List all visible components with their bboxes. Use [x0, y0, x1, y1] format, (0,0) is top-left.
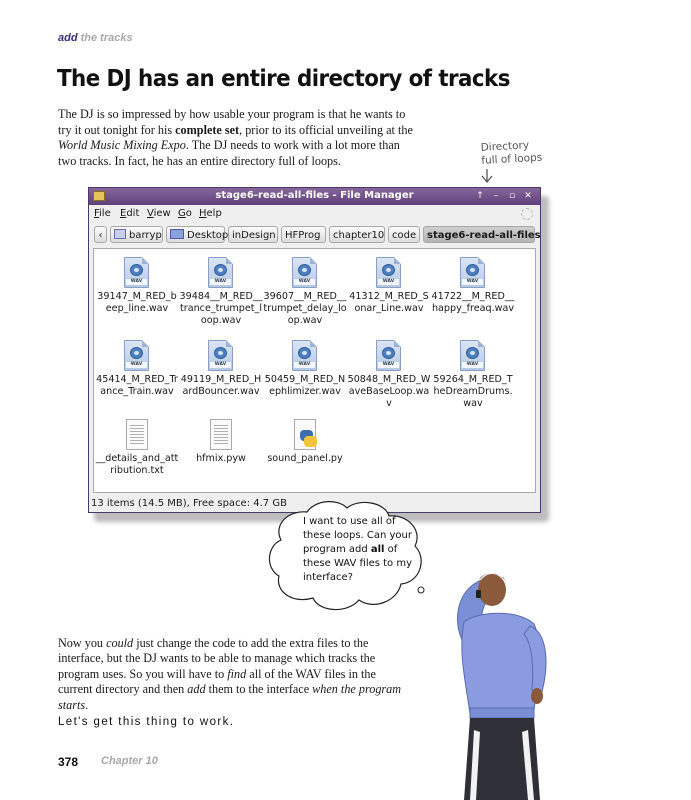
file-item[interactable]: [179, 419, 263, 465]
menu-view[interactable]: View: [147, 208, 171, 219]
file-name: 50848_M_RED_WaveBaseLoop.wav: [347, 374, 431, 409]
window-up-button[interactable]: ↑: [476, 191, 484, 201]
close-button[interactable]: ✕: [524, 191, 532, 201]
wav-file-icon: WAV: [206, 257, 236, 289]
breadcrumb-current-folder[interactable]: stage6-read-all-files: [423, 226, 535, 243]
intro-paragraph: The DJ is so impressed by how usable your program is that he wants to try it out tonight for his complete set, prior to its official unveiling at the World Music Mixing Expo. The DJ needs to work with a lot more than two tracks. In fact, he has an entire directory full of loops.: [58, 107, 413, 168]
file-item[interactable]: [179, 340, 263, 398]
desktop-icon: [170, 229, 184, 239]
file-name: 41312_M_RED_Sonar_Line.wav: [349, 291, 429, 314]
file-name: 39484__M_RED__trance_trumpet_loop.wav: [179, 291, 263, 326]
file-item[interactable]: [263, 340, 347, 398]
wav-file-icon: WAV: [374, 257, 404, 289]
wav-file-icon: WAV: [290, 257, 320, 289]
file-item[interactable]: [347, 340, 431, 410]
wav-file-icon: WAV: [122, 257, 152, 289]
file-name: 50459_M_RED_Nephlimizer.wav: [264, 374, 346, 397]
wav-file-icon: WAV: [206, 340, 236, 372]
file-name: 41722__M_RED__happy_freaq.wav: [431, 291, 515, 314]
title-bar[interactable]: [89, 188, 540, 205]
status-bar: 13 items (14.5 MB), Free space: 4.7 GB: [91, 498, 287, 509]
file-manager-window: [88, 187, 541, 513]
wav-file-icon: WAV: [290, 340, 320, 372]
file-name: 45414_M_RED_Trance_Train.wav: [96, 374, 178, 397]
maximize-button[interactable]: ▫: [508, 191, 516, 201]
file-item[interactable]: [95, 340, 179, 398]
breadcrumb-barryp[interactable]: barryp: [110, 226, 163, 243]
activity-spinner-icon: [521, 208, 533, 220]
page-title: The DJ has an entire directory of tracks: [57, 66, 510, 92]
file-name: 59264_M_RED_TheDreamDrums.wav: [433, 374, 513, 409]
running-head-subtopic: the tracks: [77, 32, 133, 44]
page-number: 378: [58, 755, 79, 769]
breadcrumb-chapter10[interactable]: chapter10: [329, 226, 385, 243]
file-item[interactable]: [347, 257, 431, 315]
breadcrumb: [89, 224, 540, 246]
breadcrumb-back-button[interactable]: ‹: [94, 226, 107, 243]
file-item[interactable]: [95, 419, 179, 477]
wav-file-icon: WAV: [458, 340, 488, 372]
file-item[interactable]: [263, 257, 347, 327]
file-view: [93, 248, 536, 493]
wav-file-icon: WAV: [374, 340, 404, 372]
file-item[interactable]: [431, 340, 515, 410]
file-name: hfmix.pyw: [196, 453, 246, 464]
home-folder-icon: [114, 229, 126, 239]
menu-bar: [89, 205, 540, 223]
wav-file-icon: WAV: [458, 257, 488, 289]
text-file-icon: [206, 419, 236, 451]
running-head-topic: add: [58, 32, 78, 44]
menu-go[interactable]: Go: [178, 208, 192, 219]
menu-edit[interactable]: Edit: [120, 208, 140, 219]
call-to-action: Let's get this thing to work.: [58, 716, 235, 728]
file-name: 49119_M_RED_HardBouncer.wav: [180, 374, 262, 397]
body-paragraph: Now you could just change the code to add the extra files to the interface, but the DJ wants to be able to manage which tracks the program uses. So you will have to find all of the WAV files in the current directory and then add them to the interface when the program starts.: [58, 636, 402, 712]
menu-help[interactable]: Help: [199, 208, 222, 219]
breadcrumb-hfprog[interactable]: HFProg: [281, 226, 326, 243]
file-item[interactable]: [263, 419, 347, 465]
file-name: 39607__M_RED__trumpet_delay_loop.wav: [263, 291, 347, 326]
dj-figure: [430, 560, 590, 800]
menu-file[interactable]: File: [94, 208, 111, 219]
breadcrumb-indesign[interactable]: inDesign: [228, 226, 278, 243]
breadcrumb-code[interactable]: code: [388, 226, 420, 243]
file-name: sound_panel.py: [267, 453, 343, 464]
file-name: __details_and_attribution.txt: [95, 453, 179, 476]
file-item[interactable]: [95, 257, 179, 315]
minimize-button[interactable]: –: [493, 191, 499, 201]
file-item[interactable]: [179, 257, 263, 327]
thought-bubble-text: I want to use all of these loops. Can your program add all of these WAV files to my interface?: [303, 516, 413, 583]
breadcrumb-desktop[interactable]: Desktop: [166, 226, 225, 243]
text-file-icon: [122, 419, 152, 451]
window-title: stage6-read-all-files - File Manager: [215, 190, 414, 201]
wav-file-icon: WAV: [122, 340, 152, 372]
running-head: [58, 32, 133, 44]
python-file-icon: [290, 419, 320, 451]
handwritten-annotation: Directory full of loops: [480, 139, 543, 167]
chapter-label: Chapter 10: [101, 755, 158, 767]
file-name: 39147_M_RED_beep_line.wav: [97, 291, 177, 314]
annotation-arrow-icon: [480, 168, 494, 184]
file-item[interactable]: [431, 257, 515, 315]
